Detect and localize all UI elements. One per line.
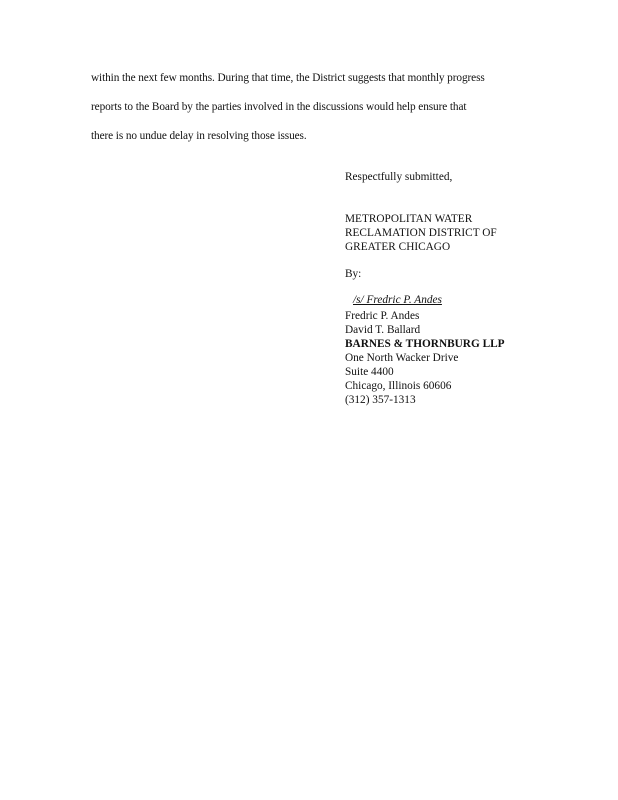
phone-number: (312) 357-1313 <box>345 394 416 406</box>
attorney-name-2: David T. Ballard <box>345 324 421 336</box>
party-line-3: GREATER CHICAGO <box>345 241 451 253</box>
city-line: Chicago, Illinois 60606 <box>345 380 452 392</box>
address-line-2: Suite 4400 <box>345 366 394 378</box>
body-line-2: reports to the Board by the parties involved in the discussions would help ensure that <box>91 101 467 113</box>
body-line-3: there is no undue delay in resolving those issues. <box>91 130 307 142</box>
electronic-signature: /s/ Fredric P. Andes <box>353 294 442 306</box>
closing-text: Respectfully submitted, <box>345 171 453 183</box>
party-line-1: METROPOLITAN WATER <box>345 213 473 225</box>
firm-name: BARNES & THORNBURG LLP <box>345 338 505 350</box>
by-label: By: <box>345 268 362 280</box>
address-line-1: One North Wacker Drive <box>345 352 459 364</box>
body-line-1: within the next few months. During that time, the District suggests that monthly progress <box>91 72 485 84</box>
attorney-name-1: Fredric P. Andes <box>345 310 420 322</box>
party-line-2: RECLAMATION DISTRICT OF <box>345 227 497 239</box>
